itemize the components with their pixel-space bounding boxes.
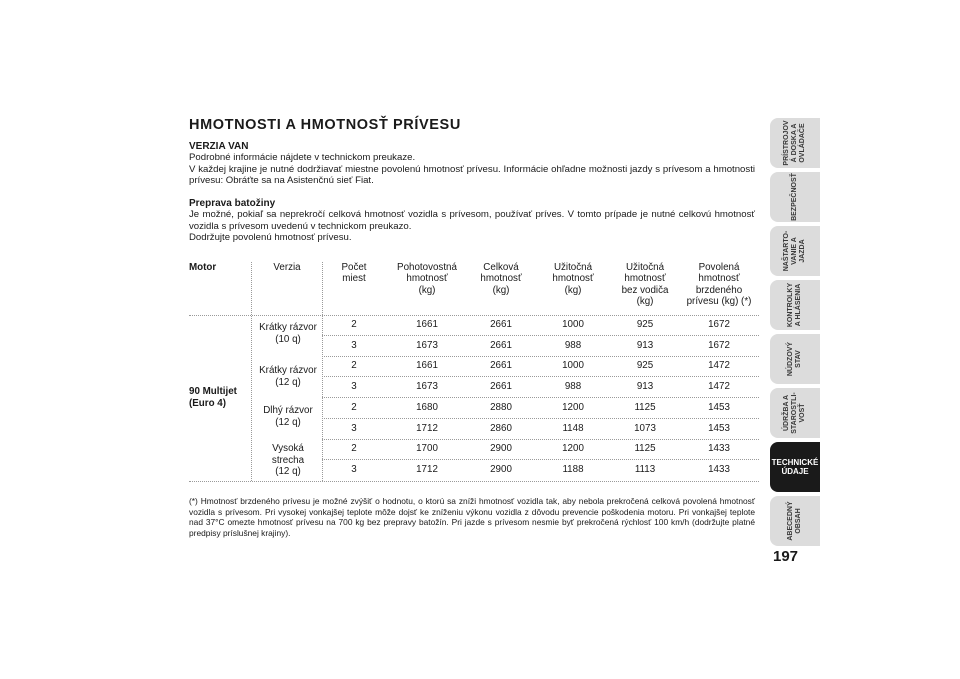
table-cell: 2880 xyxy=(490,401,512,413)
table-cell: 913 xyxy=(636,381,654,393)
table-cell: 3 xyxy=(351,339,357,351)
table-cell: 2860 xyxy=(490,422,512,434)
header-payload-no-driver: Užitočná hmotnosť bez vodiča (kg) xyxy=(621,262,669,308)
table-cell: 2900 xyxy=(490,443,512,455)
tab-emergency[interactable] xyxy=(770,334,820,384)
section-luggage-heading: Preprava batožiny xyxy=(189,198,276,209)
section-luggage-line-2: Dodržujte povolenú hmotnosť prívesu. xyxy=(189,232,352,244)
table-cell: 1453 xyxy=(708,422,730,434)
tab-label: ÚDRŽBA A STAROSTLI- VOSŤ xyxy=(783,392,806,434)
table-cell: 3 xyxy=(351,422,357,434)
table-rule xyxy=(322,397,759,398)
table-cell: 1661 xyxy=(416,319,438,330)
table-cell: 2661 xyxy=(490,319,512,330)
section-luggage xyxy=(189,198,755,244)
table-cell: 1073 xyxy=(634,422,656,434)
section-van-line-2: V každej krajine je nutné dodržiavať miestne povolenú hmotnosť prívesu. Informácie ohľadne možnosti jazdy s prívesom a hmotnosti prívesu: Obráťte sa na Asistenčnú sieť Fiat. xyxy=(189,163,755,187)
table-cell: 1188 xyxy=(562,463,584,475)
table-cell: 1000 xyxy=(562,319,584,330)
table-rule xyxy=(322,459,759,460)
tab-warning-lights[interactable] xyxy=(770,280,820,330)
tab-label: BEZPEČNOSŤ xyxy=(791,173,798,221)
table-cell: 1472 xyxy=(708,381,730,393)
table-cell: 925 xyxy=(636,360,654,372)
table-cell: 1433 xyxy=(708,443,730,455)
tab-starting-driving[interactable] xyxy=(770,226,820,276)
section-luggage-line-1: Je možné, pokiaľ sa neprekročí celková hmotnosť vozidla s prívesom, používať príves. V tomto prípade je nutné celkovú hmotnosť vozidla s prívesom uvedenú v technickom preukazo. xyxy=(189,209,755,232)
table-cell: 988 xyxy=(564,381,582,393)
table-cell: 913 xyxy=(636,339,654,351)
page-number: 197 xyxy=(773,548,799,565)
header-total-weight: Celková hmotnosť (kg) xyxy=(480,262,522,296)
weights-table xyxy=(189,262,759,484)
tab-label: NÚDZOVÝ STAV xyxy=(787,341,802,377)
table-cell: 1472 xyxy=(708,360,730,372)
table-cell: 1000 xyxy=(562,360,584,372)
tab-label: KONTROLKY A HLÁSENIA xyxy=(787,282,802,328)
section-van xyxy=(189,141,755,187)
section-van-line-1: Podrobné informácie nájdete v technickom preukaze. xyxy=(189,152,416,164)
table-cell: 1113 xyxy=(634,463,656,475)
header-kerb-weight: Pohotovostná hmotnosť (kg) xyxy=(397,262,457,296)
tab-label: NAŠTARTO- VANIE A JAZDA xyxy=(783,230,806,272)
table-cell: 1712 xyxy=(416,422,438,434)
table-cell: 1680 xyxy=(416,401,438,413)
tab-label: TECHNICKÉ ÚDAJE xyxy=(771,458,819,476)
page-title: HMOTNOSTI A HMOTNOSŤ PRÍVESU xyxy=(189,117,461,133)
table-rule xyxy=(322,439,759,440)
header-trailer-weight: Povolená hmotnosť brzdeného prívesu (kg) (*) xyxy=(686,262,752,308)
tab-technical-data[interactable] xyxy=(770,442,820,492)
table-cell: 1712 xyxy=(416,463,438,475)
table-rule xyxy=(322,418,759,419)
table-cell: 1200 xyxy=(562,401,584,413)
table-cell: 2900 xyxy=(490,463,512,475)
table-cell: 1148 xyxy=(562,422,584,434)
table-cell: 3 xyxy=(351,463,357,475)
header-seats: Počet miest xyxy=(341,262,367,285)
table-cell: 2661 xyxy=(490,339,512,351)
table-cell: 2 xyxy=(351,360,357,372)
table-cell: 1125 xyxy=(634,401,656,413)
table-divider xyxy=(251,262,252,481)
table-rule xyxy=(322,356,759,357)
table-cell: 1672 xyxy=(708,339,730,351)
tab-safety[interactable] xyxy=(770,172,820,222)
tab-label: PRÍSTROJOV Á DOSKA A OVLÁDAČE xyxy=(783,120,806,166)
header-motor: Motor xyxy=(189,262,217,273)
tab-instrument-panel[interactable] xyxy=(770,118,820,168)
version-cell: Krátky rázvor (10 q) xyxy=(259,322,317,345)
table-cell: 1433 xyxy=(708,463,730,475)
table-cell: 1125 xyxy=(634,443,656,455)
footnote: (*) Hmotnosť brzdeného prívesu je možné zvýšiť o hodnotu, o ktorú sa zníži hmotnosť vozidla tak, aby nebola prekročená celková povolená hmotnosť vozidla s prívesom. Pri vysokej vonkajšej teplote môže dojsť ke zníženiu výkonu vozidla z dôvodu prevencie poškodenia motoru. Pri vonkajšej teplote nad 37°C omezte hmotnosť prívesu na 700 kg bez prepravy batožín. Pri jazde s prívesom nesmie byť prekročená rýchlosť 100 km/h (dodržujte platné predpisy príslušnej krajiny). xyxy=(189,496,755,538)
table-rule xyxy=(189,315,759,316)
table-cell: 1673 xyxy=(416,381,438,393)
table-cell: 3 xyxy=(351,381,357,393)
version-cell: Dlhý rázvor (12 q) xyxy=(263,405,313,428)
table-cell: 925 xyxy=(636,319,654,330)
table-rule xyxy=(189,481,759,482)
table-cell: 2661 xyxy=(490,381,512,393)
table-cell: 2 xyxy=(351,319,357,330)
version-cell: Krátky rázvor (12 q) xyxy=(259,365,317,388)
tab-maintenance[interactable] xyxy=(770,388,820,438)
motor-cell: 90 Multijet (Euro 4) xyxy=(189,386,237,409)
table-cell: 988 xyxy=(564,339,582,351)
tab-index[interactable] xyxy=(770,496,820,546)
table-cell: 1672 xyxy=(708,319,730,330)
table-cell: 1673 xyxy=(416,339,438,351)
table-cell: 2 xyxy=(351,443,357,455)
table-cell: 1200 xyxy=(562,443,584,455)
table-rule xyxy=(322,335,759,336)
section-van-heading: VERZIA VAN xyxy=(189,141,249,152)
header-payload: Užitočná hmotnosť (kg) xyxy=(552,262,594,296)
version-cell: Vysoká strecha (12 q) xyxy=(271,443,305,477)
tab-label: ABECEDNÝ OBSAH xyxy=(787,501,802,541)
table-cell: 2661 xyxy=(490,360,512,372)
table-cell: 1661 xyxy=(416,360,438,372)
table-rule xyxy=(322,376,759,377)
header-version: Verzia xyxy=(273,262,301,273)
table-cell: 2 xyxy=(351,401,357,413)
table-cell: 1700 xyxy=(416,443,438,455)
table-cell: 1453 xyxy=(708,401,730,413)
